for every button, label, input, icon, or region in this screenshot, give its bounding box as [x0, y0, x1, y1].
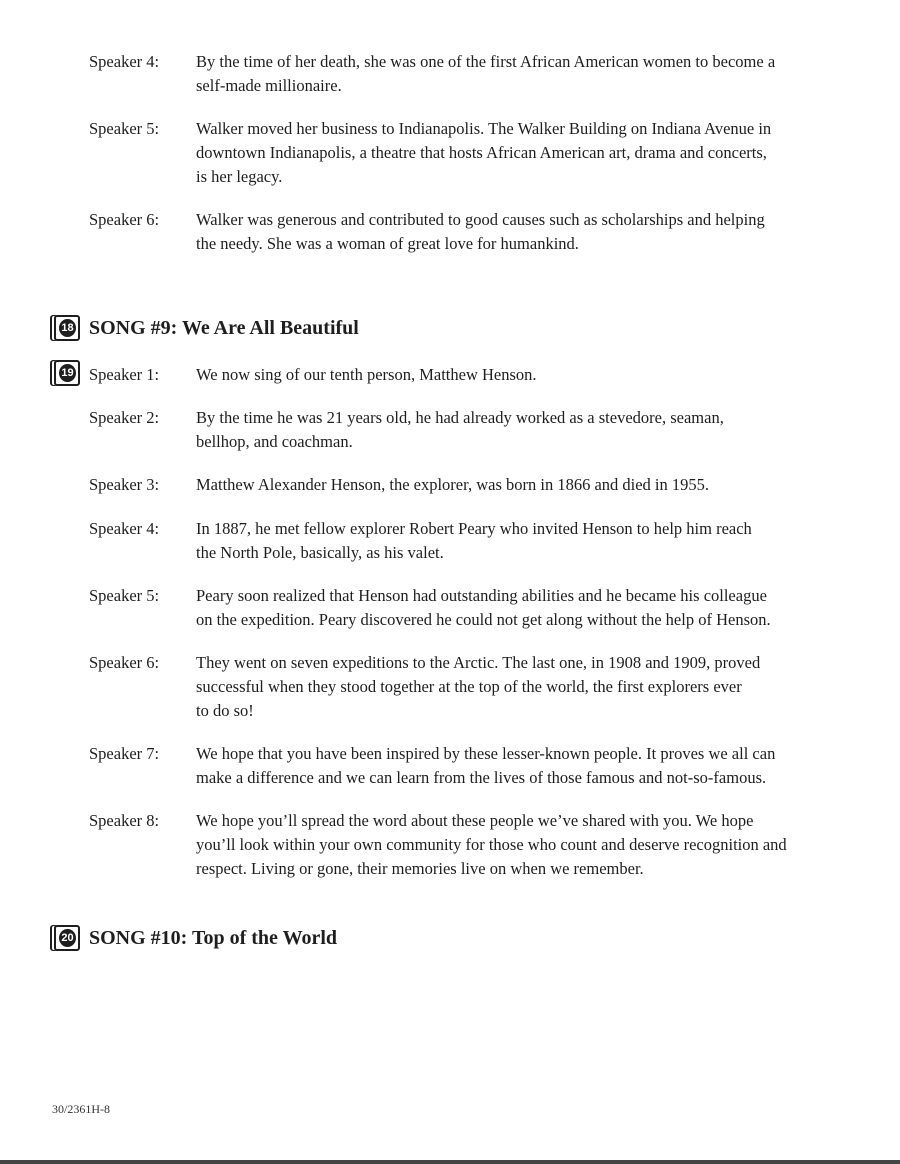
cue-number: 19 [59, 364, 76, 382]
speaker-label: Speaker 4: [89, 52, 160, 71]
speaker-line [0, 517, 900, 541]
speaker-text: self-made millionaire. [196, 76, 342, 95]
speaker-text: We hope that you have been inspired by these lesser-known people. It proves we all can [196, 744, 776, 763]
speaker-line [0, 541, 900, 565]
speaker-text: Walker was generous and contributed to good causes such as scholarships and helping [196, 210, 765, 229]
speaker-line [0, 675, 900, 699]
speaker-line [0, 141, 900, 165]
song-heading [0, 313, 900, 343]
speaker-text: the needy. She was a woman of great love for humankind. [196, 234, 579, 253]
speaker-line [0, 406, 900, 430]
speaker-text: We hope you’ll spread the word about these people we’ve shared with you. We hope [196, 811, 754, 830]
page-code: 30/2361H-8 [52, 1102, 110, 1116]
speaker-line [0, 208, 900, 232]
speaker-label: Speaker 7: [89, 744, 160, 763]
speaker-text: By the time of her death, she was one of the first African American women to become a [196, 52, 776, 71]
speaker-label: Speaker 5: [89, 586, 160, 605]
speaker-text: successful when they stood together at the top of the world, the first explorers ever [196, 677, 742, 696]
speaker-text: make a difference and we can learn from the lives of those famous and not-so-famous. [196, 768, 767, 787]
speaker-line [0, 430, 900, 454]
speaker-label: Speaker 8: [89, 811, 160, 830]
speaker-text: respect. Living or gone, their memories live on when we remember. [196, 859, 644, 878]
speaker-text: Walker moved her business to Indianapolis. The Walker Building on Indiana Avenue in [196, 119, 772, 138]
speaker-text: on the expedition. Peary discovered he could not get along without the help of Henson. [196, 610, 771, 629]
speaker-label: Speaker 4: [89, 519, 160, 538]
speaker-line [0, 699, 900, 723]
cue-number: 18 [59, 319, 76, 337]
speaker-label: Speaker 3: [89, 475, 160, 494]
song-title: SONG #9: We Are All Beautiful [89, 317, 359, 339]
speaker-line [0, 651, 900, 675]
page-bottom-edge [0, 1160, 900, 1164]
speaker-line [0, 74, 900, 98]
speaker-text: By the time he was 21 years old, he had already worked as a stevedore, seaman, [196, 408, 724, 427]
cue-number: 20 [59, 929, 76, 947]
speaker-line [0, 50, 900, 74]
speaker-label: Speaker 2: [89, 408, 160, 427]
speaker-text: bellhop, and coachman. [196, 432, 353, 451]
speaker-line [0, 608, 900, 632]
speaker-line [0, 232, 900, 256]
speaker-text: In 1887, he met fellow explorer Robert Peary who invited Henson to help him reach [196, 519, 752, 538]
speaker-label: Speaker 1: [89, 365, 160, 384]
speaker-text: you’ll look within your own community for those who count and deserve recognition and [196, 835, 787, 854]
speaker-text: to do so! [196, 701, 254, 720]
song-title: SONG #10: Top of the World [89, 927, 338, 949]
song-heading [0, 923, 900, 953]
speaker-line [0, 584, 900, 608]
speaker-line [0, 742, 900, 766]
speaker-text: is her legacy. [196, 167, 283, 186]
speaker-text: Matthew Alexander Henson, the explorer, was born in 1866 and died in 1955. [196, 475, 710, 494]
speaker-label: Speaker 5: [89, 119, 160, 138]
speaker-label: Speaker 6: [89, 653, 160, 672]
speaker-line [0, 363, 900, 387]
speaker-label: Speaker 6: [89, 210, 160, 229]
speaker-line [0, 766, 900, 790]
speaker-line [0, 809, 900, 833]
speaker-line [0, 165, 900, 189]
speaker-text: downtown Indianapolis, a theatre that hosts African American art, drama and concerts, [196, 143, 767, 162]
speaker-line [0, 473, 900, 497]
speaker-line [0, 857, 900, 881]
speaker-text: They went on seven expeditions to the Arctic. The last one, in 1908 and 1909, proved [196, 653, 761, 672]
speaker-line [0, 117, 900, 141]
speaker-text: Peary soon realized that Henson had outstanding abilities and he became his colleague [196, 586, 767, 605]
speaker-text: the North Pole, basically, as his valet. [196, 543, 444, 562]
speaker-line [0, 833, 900, 857]
speaker-text: We now sing of our tenth person, Matthew Henson. [196, 365, 537, 384]
